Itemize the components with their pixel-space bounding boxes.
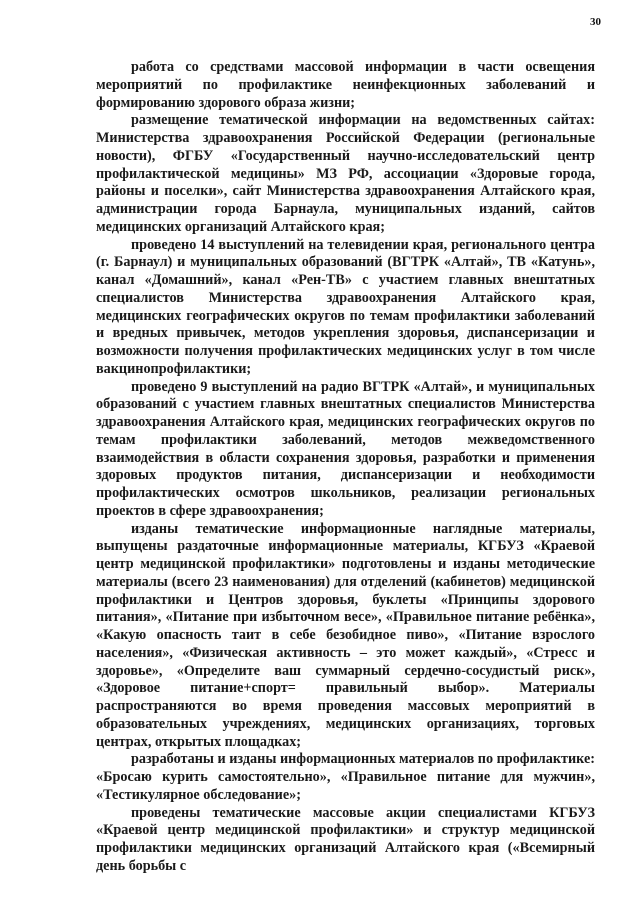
paragraph-media-work: работа со средствами массовой информации в части освещения мероприятий по профилактике неинфекционных заболеваний и формированию здорового образа жизни; <box>96 59 595 111</box>
paragraph-tv-appearances: проведено 14 выступлений на телевидении края, регионального центра (г. Барнаул) и муниципальных образований (ВГТРК «Алтай», ТВ «Катунь», канал «Домашний», канал «Рен-ТВ» с участием главных внештатных специалистов Министерства здравоохранения Алтайского края, медицинских географических округов по темам профилактики заболеваний и вредных привычек, методов укрепления здоровья, диспансеризации и возможности получения профилактических медицинских услуг в том числе вакцинопрофилактики; <box>96 236 595 377</box>
paragraph-mass-campaigns: проведены тематические массовые акции специалистами КГБУЗ «Краевой центр медицинской профилактики» и структур медицинской профилактики медицинских организаций Алтайского края («Всемирный день борьбы с <box>96 804 595 874</box>
page-number: 30 <box>590 16 601 28</box>
paragraph-radio-appearances: проведено 9 выступлений на радио ВГТРК «Алтай», и муниципальных образований с участием главных внештатных специалистов Министерства здравоохранения Алтайского края, медицинских географических округов по темам профилактики заболеваний, методов межведомственного взаимодействия в области сохранения здоровья, разработки и применения здоровых продуктов питания, диспансеризации и необходимости профилактических осмотров школьников, реализации региональных проектов в сфере здравоохранения; <box>96 378 595 519</box>
paragraph-printed-materials: изданы тематические информационные наглядные материалы, выпущены раздаточные информационные материалы, КГБУЗ «Краевой центр медицинской профилактики» подготовлены и изданы методические материалы (всего 23 наименования) для отделений (кабинетов) медицинской профилактики и Центров здоровья, буклеты «Принципы здорового питания», «Питание при избыточном весе», «Правильное питание ребёнка», «Какую опасность таит в себе безобидное пиво», «Питание взрослого населения», «Физическая активность – это может каждый», «Стресс и здоровье», «Определите ваш суммарный сердечно-сосудистый риск», «Здоровое питание+спорт= правильный выбор». Материалы распространяются во время проведения массовых мероприятий в образовательных учреждениях, медицинских организациях, торговых центрах, открытых площадках; <box>96 520 595 750</box>
document-body <box>96 59 595 876</box>
paragraph-websites: размещение тематической информации на ведомственных сайтах: Министерства здравоохранения Российской Федерации (региональные новости), ФГБУ «Государственный научно-исследовательский центр профилактической медицины» МЗ РФ, ассоциации «Здоровые города, районы и поселки», сайт Министерства здравоохранения Алтайского края, администрации города Барнаула, муниципальных изданий, сайтов медицинских организаций Алтайского края; <box>96 112 595 235</box>
paragraph-developed-materials: разработаны и изданы информационных материалов по профилактике: «Бросаю курить самостоятельно», «Правильное питание для мужчин», «Тестикулярное обследование»; <box>96 751 595 803</box>
